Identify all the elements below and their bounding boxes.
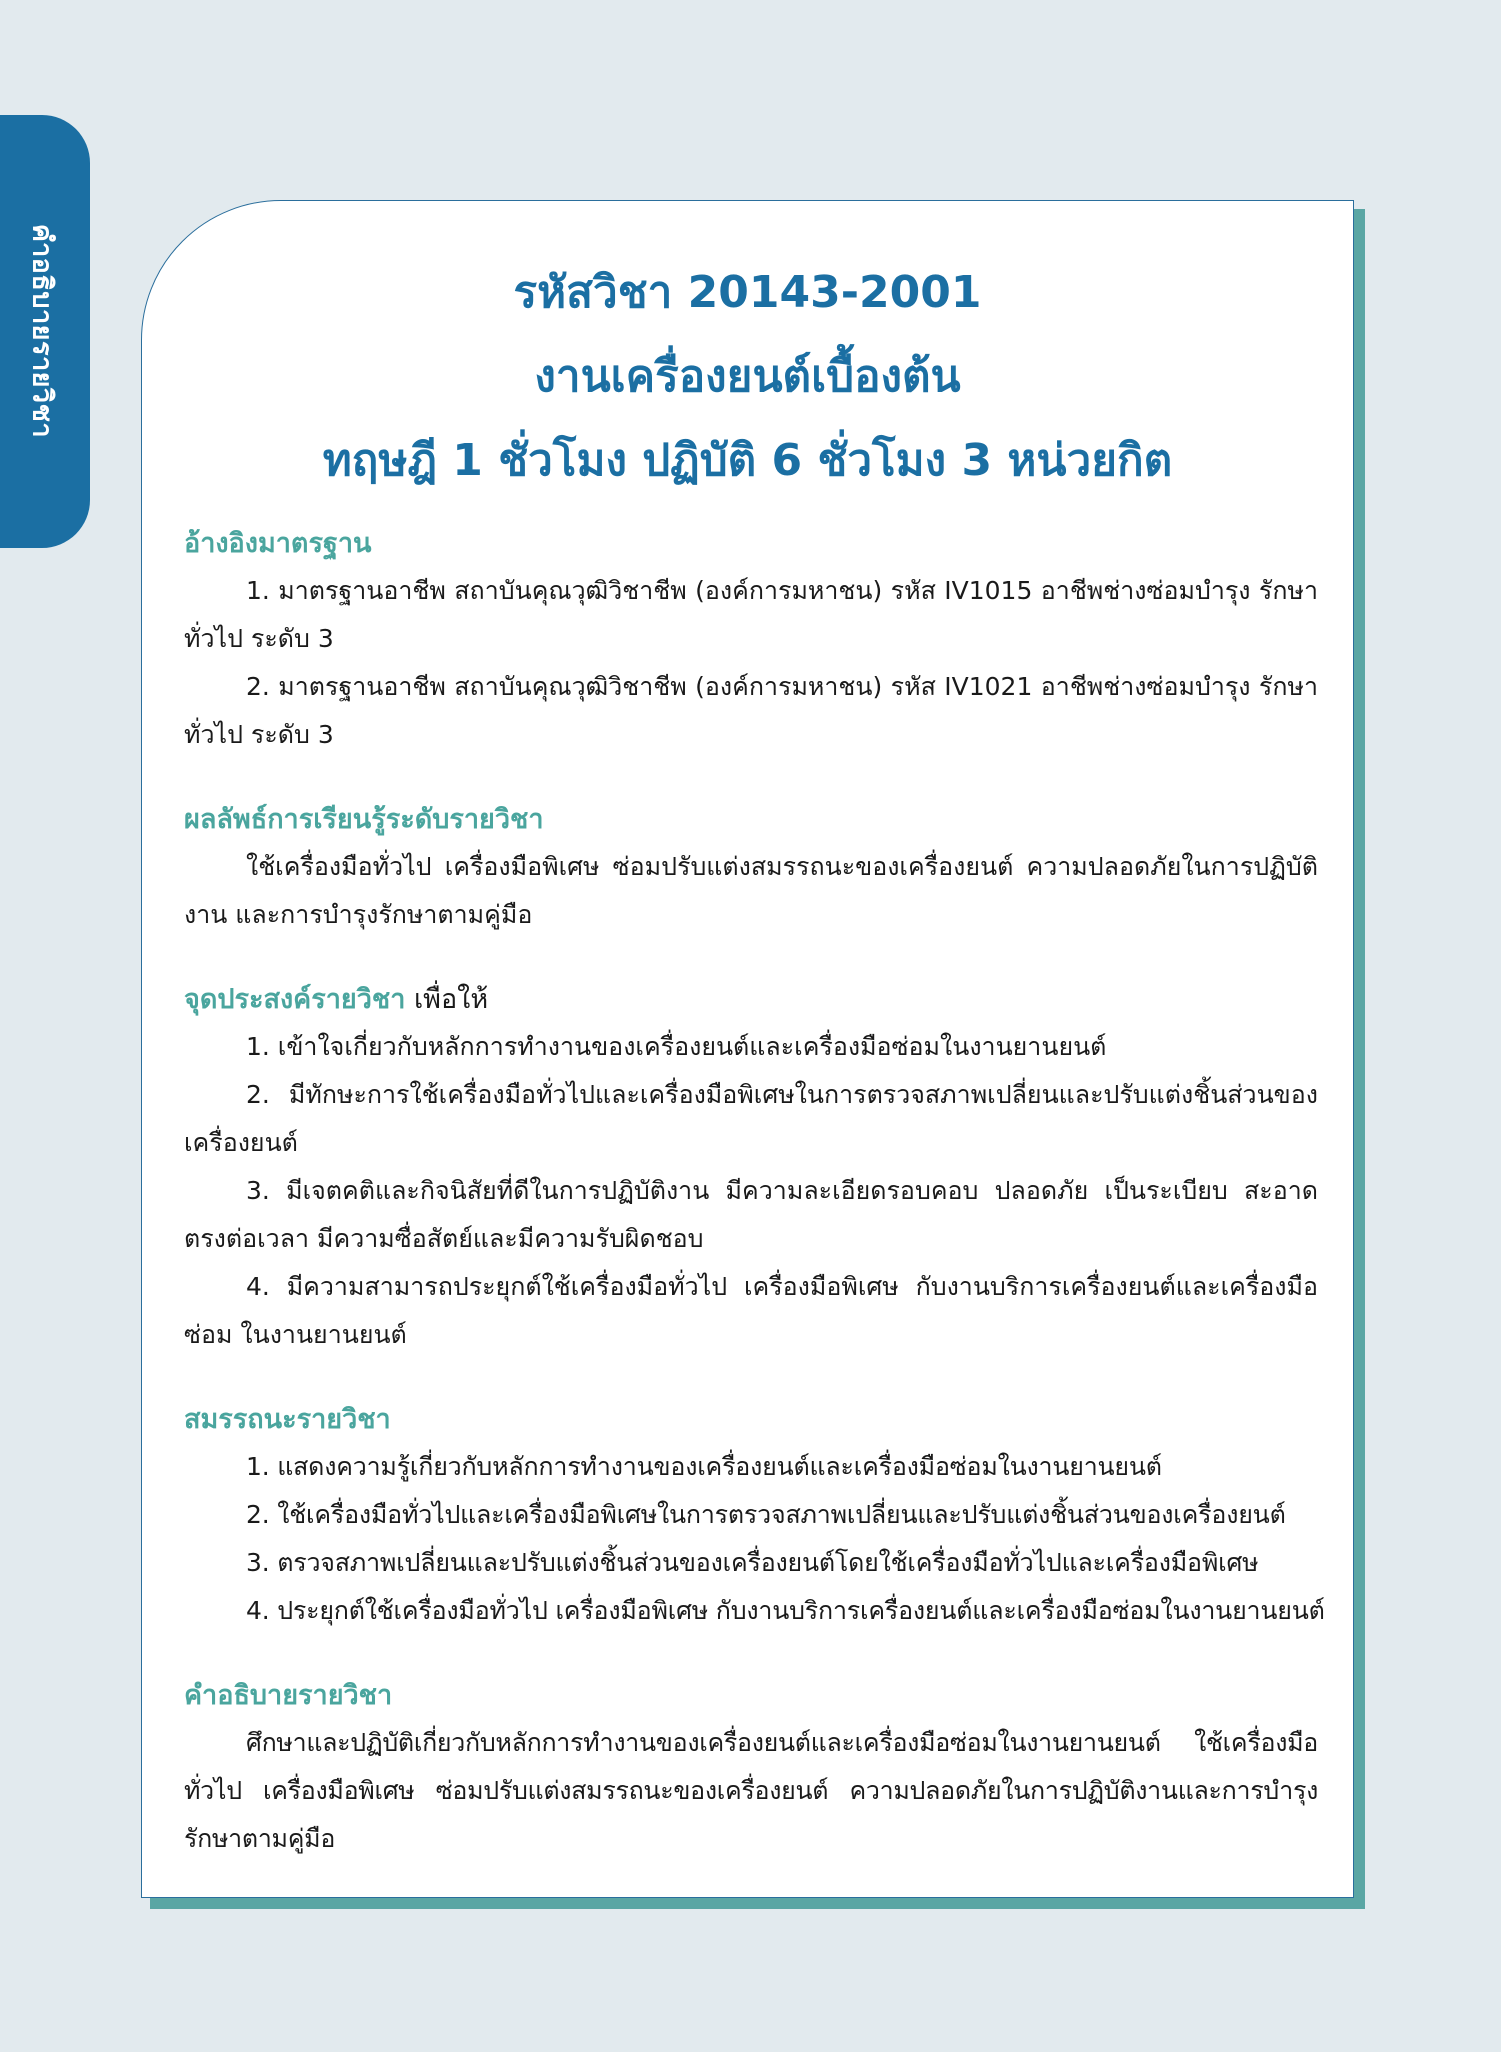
competencies-item: 1. แสดงความรู้เกี่ยวกับหลักการทำงานของเครื่องยนต์และเครื่องมือซ่อมในงานยานยนต์ bbox=[246, 1452, 1162, 1481]
course-content bbox=[184, 521, 1325, 1863]
objectives-item: 1. เข้าใจเกี่ยวกับหลักการทำงานของเครื่องยนต์และเครื่องมือซ่อมในงานยานยนต์ bbox=[246, 1032, 1107, 1061]
competencies-section bbox=[184, 1397, 1325, 1635]
course-header bbox=[142, 251, 1353, 503]
standards-section bbox=[184, 521, 1318, 759]
course-card bbox=[141, 200, 1354, 1898]
learning-outcomes-heading: ผลลัพธ์การเรียนรู้ระดับรายวิชา bbox=[184, 804, 544, 835]
course-code-title: รหัสวิชา 20143-2001 bbox=[513, 267, 982, 318]
competencies-item: 4. ประยุกต์ใช้เครื่องมือทั่วไป เครื่องมือพิเศษ กับงานบริการเครื่องยนต์และเครื่องมือซ่อมในงานยานยนต์ bbox=[246, 1596, 1325, 1625]
objectives-heading-label: จุดประสงค์รายวิชา bbox=[184, 984, 406, 1015]
objectives-item: 3. มีเจตคติและกิจนิสัยที่ดีในการปฏิบัติงาน มีความละเอียดรอบคอบ ปลอดภัย เป็นระเบียบ สะอาด ตรงต่อเวลา มีความซื่อสัตย์และมีความรับผิดชอบ bbox=[184, 1176, 1318, 1253]
description-heading: คำอธิบายรายวิชา bbox=[184, 1680, 393, 1711]
objectives-section bbox=[184, 977, 1318, 1359]
description-section bbox=[184, 1673, 1318, 1863]
objectives-item: 4. มีความสามารถประยุกต์ใช้เครื่องมือทั่วไป เครื่องมือพิเศษ กับงานบริการเครื่องยนต์และเครื่องมือซ่อม ในงานยานยนต์ bbox=[184, 1272, 1318, 1349]
competencies-item: 2. ใช้เครื่องมือทั่วไปและเครื่องมือพิเศษในการตรวจสภาพเปลี่ยนและปรับแต่งชิ้นส่วนของเครื่องยนต์ bbox=[246, 1500, 1286, 1529]
objectives-heading-suffix: เพื่อให้ bbox=[405, 984, 489, 1015]
learning-outcomes-text: ใช้เครื่องมือทั่วไป เครื่องมือพิเศษ ซ่อมปรับแต่งสมรรถนะของเครื่องยนต์ ความปลอดภัยในการปฏิบัติงาน และการบำรุงรักษาตามคู่มือ bbox=[184, 852, 1318, 929]
side-tab-label: คำอธิบายรายวิชา bbox=[26, 223, 58, 439]
standards-heading: อ้างอิงมาตรฐาน bbox=[184, 528, 372, 559]
course-hours-title: ทฤษฎี 1 ชั่วโมง ปฏิบัติ 6 ชั่วโมง 3 หน่วยกิต bbox=[322, 435, 1173, 486]
standards-item: 2. มาตรฐานอาชีพ สถาบันคุณวุฒิวิชาชีพ (องค์การมหาชน) รหัส IV1021 อาชีพช่างซ่อมบำรุง รักษาทั่วไป ระดับ 3 bbox=[184, 672, 1318, 749]
side-tab bbox=[0, 115, 90, 548]
standards-item: 1. มาตรฐานอาชีพ สถาบันคุณวุฒิวิชาชีพ (องค์การมหาชน) รหัส IV1015 อาชีพช่างซ่อมบำรุง รักษาทั่วไป ระดับ 3 bbox=[184, 576, 1318, 653]
learning-outcomes-section bbox=[184, 797, 1318, 939]
course-name-title: งานเครื่องยนต์เบื้องต้น bbox=[534, 351, 961, 402]
competencies-heading: สมรรถนะรายวิชา bbox=[184, 1404, 391, 1435]
objectives-heading bbox=[184, 977, 1318, 1023]
description-text: ศึกษาและปฏิบัติเกี่ยวกับหลักการทำงานของเครื่องยนต์และเครื่องมือซ่อมในงานยานยนต์ ใช้เครื่องมือทั่วไป เครื่องมือพิเศษ ซ่อมปรับแต่งสมรรถนะของเครื่องยนต์ ความปลอดภัยในการปฏิบัติงานและการบำรุงรักษาตามคู่มือ bbox=[184, 1728, 1318, 1853]
objectives-item: 2. มีทักษะการใช้เครื่องมือทั่วไปและเครื่องมือพิเศษในการตรวจสภาพเปลี่ยนและปรับแต่งชิ้นส่วนของเครื่องยนต์ bbox=[184, 1080, 1318, 1157]
competencies-item: 3. ตรวจสภาพเปลี่ยนและปรับแต่งชิ้นส่วนของเครื่องยนต์โดยใช้เครื่องมือทั่วไปและเครื่องมือพิเศษ bbox=[246, 1548, 1259, 1577]
